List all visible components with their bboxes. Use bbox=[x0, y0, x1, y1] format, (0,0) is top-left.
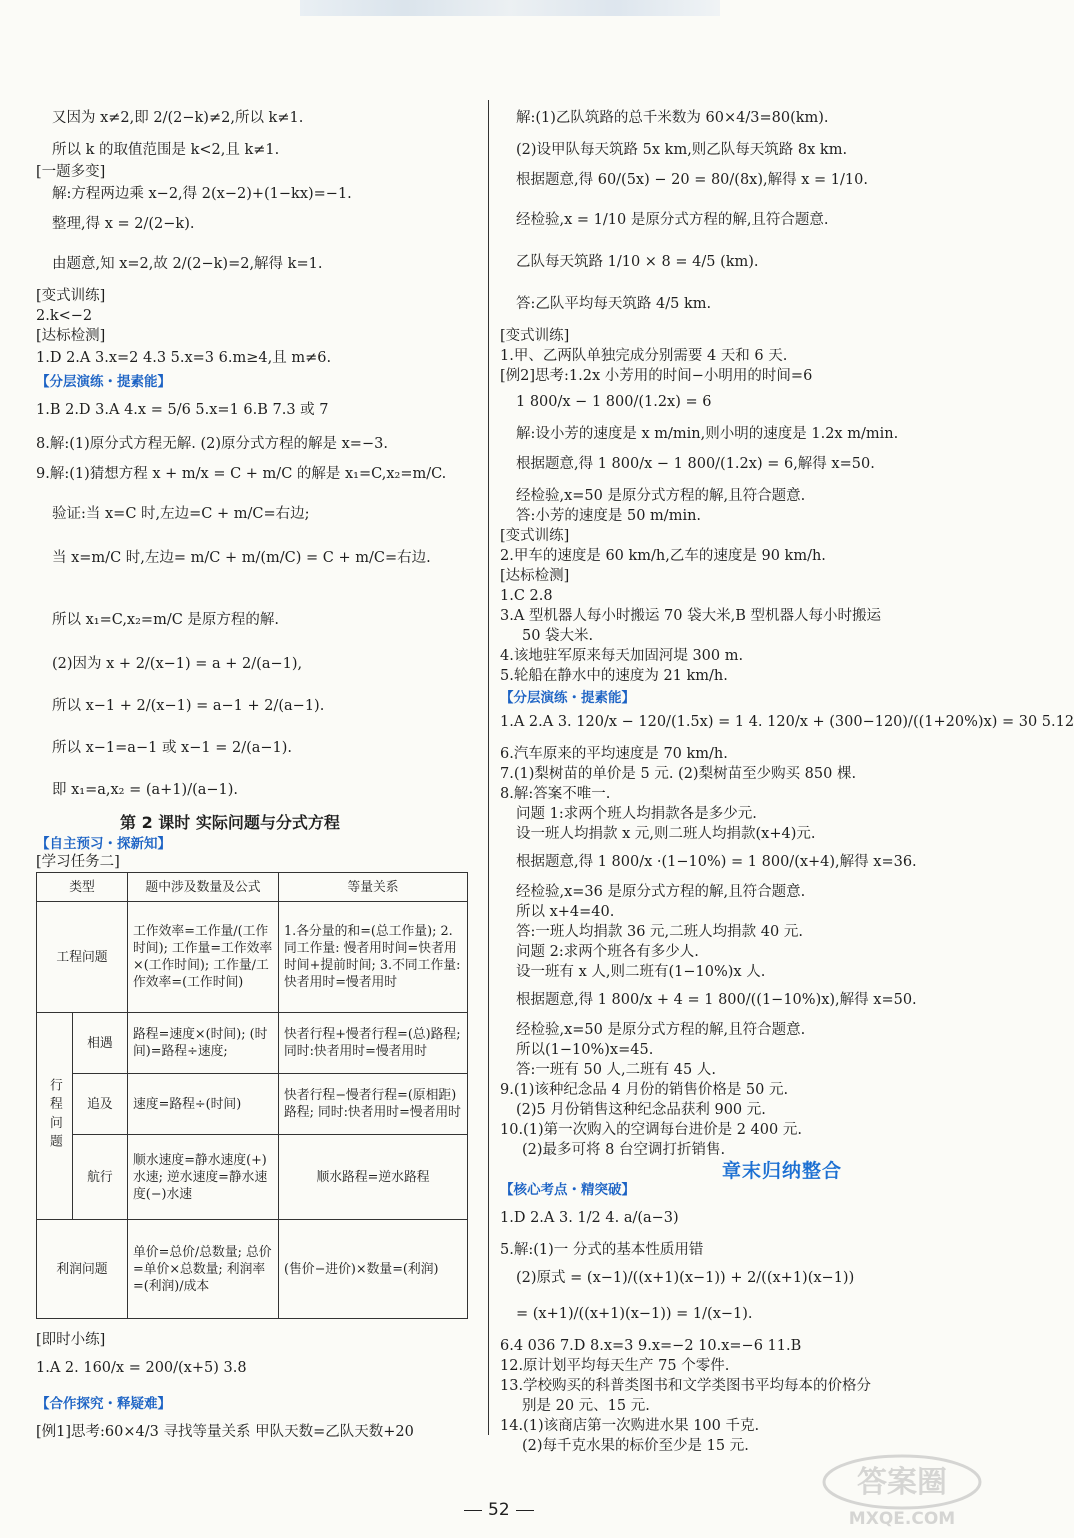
table-cell: 速度=路程÷(时间) bbox=[128, 1074, 279, 1135]
table-cell: 工程问题 bbox=[37, 902, 128, 1013]
text-line: 由题意,知 x=2,故 2/(2−k)=2,解得 k=1. bbox=[52, 256, 323, 272]
section-label: [达标检测] bbox=[36, 328, 106, 344]
text-line: (2)每千克水果的标价至少是 15 元. bbox=[522, 1438, 749, 1454]
text-line: 解:设小芳的速度是 x m/min,则小明的速度是 1.2x m/min. bbox=[516, 426, 899, 442]
text-line: 1.C 2.8 bbox=[500, 588, 553, 604]
text-line: 又因为 x≠2,即 2/(2−k)≠2,所以 k≠1. bbox=[52, 110, 304, 126]
lesson-title: 第 2 课时 实际问题与分式方程 bbox=[120, 813, 340, 832]
text-line: 乙队每天筑路 1/10 × 8 = 4/5 (km). bbox=[516, 254, 759, 270]
section-label: [达标检测] bbox=[500, 568, 570, 584]
table-row bbox=[37, 1220, 468, 1319]
text-line: 别是 20 元、15 元. bbox=[522, 1398, 650, 1414]
table-header: 等量关系 bbox=[279, 873, 468, 902]
text-line: 根据题意,得 1 800/x − 1 800/(1.2x) = 6,解得 x=50. bbox=[516, 456, 875, 472]
text-line: = (x+1)/((x+1)(x−1)) = 1/(x−1). bbox=[516, 1306, 753, 1322]
text-line: 10.(1)第一次购入的空调每台进价是 2 400 元. bbox=[500, 1122, 802, 1138]
table-cell: 航行 bbox=[72, 1135, 127, 1220]
table-cell: 相遇 bbox=[72, 1013, 127, 1074]
text-line: 1.甲、乙两队单独完成分别需要 4 天和 6 天. bbox=[500, 348, 788, 364]
text-line: 2.甲车的速度是 60 km/h,乙车的速度是 90 km/h. bbox=[500, 548, 826, 564]
text-line: 答:小芳的速度是 50 m/min. bbox=[516, 508, 702, 524]
section-label: [变式训练] bbox=[36, 288, 106, 304]
table-row bbox=[37, 1074, 468, 1135]
text-line: 所以(1−10%)x=45. bbox=[516, 1042, 654, 1058]
text-line: 2.k<−2 bbox=[36, 308, 93, 324]
table-cell: 追及 bbox=[72, 1074, 127, 1135]
section-heading: 【核心考点・精突破】 bbox=[500, 1182, 635, 1198]
section-heading: 【自主预习・探新知】 bbox=[36, 836, 171, 852]
text-line: 9.(1)该种纪念品 4 月份的销售价格是 50 元. bbox=[500, 1082, 789, 1098]
section-heading: 【合作探究・释疑难】 bbox=[36, 1396, 171, 1412]
text-line: 经检验,x=50 是原分式方程的解,且符合题意. bbox=[516, 1022, 806, 1038]
text-line: 1.B 2.D 3.A 4.x = 5/6 5.x=1 6.B 7.3 或 7 bbox=[36, 402, 329, 418]
section-label: [一题多变] bbox=[36, 164, 106, 180]
table-cell: 顺水速度=静水速度(+)水速; 逆水速度=静水速度(−)水速 bbox=[128, 1135, 279, 1220]
watermark-logo bbox=[820, 1448, 985, 1528]
section-label: [学习任务二] bbox=[36, 854, 120, 870]
text-line: 解:(1)乙队筑路的总千米数为 60×4/3=80(km). bbox=[516, 110, 829, 126]
text-line: 4.该地驻军原来每天加固河堤 300 m. bbox=[500, 648, 744, 664]
table-cell: 行程问题 bbox=[37, 1013, 73, 1220]
table-row bbox=[37, 1013, 468, 1074]
text-line: 3.A 型机器人每小时搬运 70 袋大米,B 型机器人每小时搬运 bbox=[500, 608, 881, 624]
text-line: 50 袋大米. bbox=[522, 628, 594, 644]
text-line: (2)原式 = (x−1)/((x+1)(x−1)) + 2/((x+1)(x−1)) bbox=[516, 1270, 855, 1286]
text-line: 问题 1:求两个班人均捐款各是多少元. bbox=[516, 806, 757, 822]
table-header: 类型 bbox=[37, 873, 128, 902]
text-line: [例2]思考:1.2x 小芳用的时间−小明用的时间=6 bbox=[500, 368, 813, 384]
text-line: 6.4 036 7.D 8.x=3 9.x=−2 10.x=−6 11.B bbox=[500, 1338, 802, 1354]
text-line: 即 x₁=a,x₂ = (a+1)/(a−1). bbox=[52, 782, 239, 798]
text-line: 所以 k 的取值范围是 k<2,且 k≠1. bbox=[52, 142, 280, 158]
text-line: (2)因为 x + 2/(x−1) = a + 2/(a−1), bbox=[52, 656, 303, 672]
text-line: 6.汽车原来的平均速度是 70 km/h. bbox=[500, 746, 728, 762]
page-number-value: 52 bbox=[488, 1500, 510, 1520]
table-cell: 路程=速度×(时间); (时间)=路程÷速度; bbox=[128, 1013, 279, 1074]
scan-top-strip bbox=[300, 0, 720, 16]
text-line: 当 x=m/C 时,左边= m/C + m/(m/C) = C + m/C=右边. bbox=[52, 550, 431, 566]
column-divider bbox=[488, 100, 489, 1435]
table-cell: 单价=总价/总数量; 总价=单价×总数量; 利润率=(利润)/成本 bbox=[128, 1220, 279, 1319]
table-row bbox=[37, 902, 468, 1013]
text-line: 5.轮船在静水中的速度为 21 km/h. bbox=[500, 668, 728, 684]
table-cell: 工作效率=工作量/(工作时间); 工作量=工作效率×(工作时间); 工作量/工作效率=(工作时间) bbox=[128, 902, 279, 1013]
table-cell: (售价−进价)×数量=(利润) bbox=[279, 1220, 468, 1319]
text-line: 经检验,x=50 是原分式方程的解,且符合题意. bbox=[516, 488, 806, 504]
text-line: 设一班人均捐款 x 元,则二班人均捐款(x+4)元. bbox=[516, 826, 816, 842]
text-line: 5.解:(1)一 分式的基本性质用错 bbox=[500, 1242, 704, 1258]
text-line: (2)5 月份销售这种纪念品获利 900 元. bbox=[516, 1102, 766, 1118]
page-number bbox=[458, 1500, 540, 1520]
section-heading: 【分层演练・提素能】 bbox=[36, 374, 171, 390]
text-line: 所以 x+4=40. bbox=[516, 904, 615, 920]
text-line: 所以 x₁=C,x₂=m/C 是原方程的解. bbox=[52, 612, 280, 628]
section-label: [即时小练] bbox=[36, 1332, 106, 1348]
text-line: (2)最多可将 8 台空调打折销售. bbox=[522, 1142, 726, 1158]
text-line: 经检验,x = 1/10 是原分式方程的解,且符合题意. bbox=[516, 212, 829, 228]
text-line: 解:方程两边乘 x−2,得 2(x−2)+(1−kx)=−1. bbox=[52, 186, 352, 202]
text-line: 答:一班有 50 人,二班有 45 人. bbox=[516, 1062, 716, 1078]
text-line: 9.解:(1)猜想方程 x + m/x = C + m/C 的解是 x₁=C,x₂=m/C. bbox=[36, 466, 447, 482]
text-line: 1 800/x − 1 800/(1.2x) = 6 bbox=[516, 394, 712, 410]
text-line: 根据题意,得 1 800/x + 4 = 1 800/((1−10%)x),解得 x=50. bbox=[516, 992, 917, 1008]
text-line: [例1]思考:60×4/3 寻找等量关系 甲队天数=乙队天数+20 bbox=[36, 1424, 414, 1440]
text-line: 14.(1)该商店第一次购进水果 100 千克. bbox=[500, 1418, 760, 1434]
table-header: 题中涉及数量及公式 bbox=[128, 873, 279, 902]
text-line: 所以 x−1 + 2/(x−1) = a−1 + 2/(a−1). bbox=[52, 698, 325, 714]
text-line: (2)设甲队每天筑路 5x km,则乙队每天筑路 8x km. bbox=[516, 142, 848, 158]
text-line: 7.(1)梨树苗的单价是 5 元. (2)梨树苗至少购买 850 棵. bbox=[500, 766, 857, 782]
text-line: 验证:当 x=C 时,左边=C + m/C=右边; bbox=[52, 506, 310, 522]
table-cell: 顺水路程=逆水路程 bbox=[279, 1135, 468, 1220]
text-line: 所以 x−1=a−1 或 x−1 = 2/(a−1). bbox=[52, 740, 293, 756]
text-line: 设一班有 x 人,则二班有(1−10%)x 人. bbox=[516, 964, 766, 980]
table-cell: 利润问题 bbox=[37, 1220, 128, 1319]
section-heading: 【分层演练・提素能】 bbox=[500, 690, 635, 706]
text-line: 整理,得 x = 2/(2−k). bbox=[52, 216, 195, 232]
text-line: 根据题意,得 60/(5x) − 20 = 80/(8x),解得 x = 1/10. bbox=[516, 172, 868, 188]
text-line: 经检验,x=36 是原分式方程的解,且符合题意. bbox=[516, 884, 806, 900]
text-line: 1.D 2.A 3.x=2 4.3 5.x=3 6.m≥4,且 m≠6. bbox=[36, 350, 332, 366]
text-line: 问题 2:求两个班各有多少人. bbox=[516, 944, 699, 960]
text-line: 12.原计划平均每天生产 75 个零件. bbox=[500, 1358, 730, 1374]
table-cell: 快者行程−慢者行程=(原相距)路程; 同时:快者用时=慢者用时 bbox=[279, 1074, 468, 1135]
text-line: 8.解:(1)原分式方程无解. (2)原分式方程的解是 x=−3. bbox=[36, 436, 388, 452]
watermark-url: MXQE.COM bbox=[848, 1509, 956, 1529]
section-label: [变式训练] bbox=[500, 328, 570, 344]
table-cell: 1.各分量的和=(总工作量); 2.同工作量: 慢者用时间=快者用时间+提前时间; 3.不同工作量: 快者用时=慢者用时 bbox=[279, 902, 468, 1013]
text-line: 1.D 2.A 3. 1/2 4. a/(a−3) bbox=[500, 1210, 679, 1226]
text-line: 根据题意,得 1 800/x ·(1−10%) = 1 800/(x+4),解得 x=36. bbox=[516, 854, 917, 870]
text-line: 答:乙队平均每天筑路 4/5 km. bbox=[516, 296, 712, 312]
section-label: [变式训练] bbox=[500, 528, 570, 544]
summary-table bbox=[36, 872, 468, 1319]
text-line: 8.解:答案不唯一. bbox=[500, 786, 611, 802]
text-line: 1.A 2. 160/x = 200/(x+5) 3.8 bbox=[36, 1360, 247, 1376]
chapter-summary-title: 章末归纳整合 bbox=[722, 1160, 843, 1182]
text-line: 13.学校购买的科普类图书和文学类图书平均每本的价格分 bbox=[500, 1378, 872, 1394]
table-cell: 快者行程+慢者行程=(总)路程; 同时:快者用时=慢者用时 bbox=[279, 1013, 468, 1074]
table-row bbox=[37, 1135, 468, 1220]
text-line: 1.A 2.A 3. 120/x − 120/(1.5x) = 1 4. 120/x + (300−120)/((1+20%)x) = 30 5.12 bbox=[500, 714, 1074, 730]
watermark-text: 答案圈 bbox=[857, 1465, 947, 1500]
text-line: 答:一班人均捐款 36 元,二班人均捐款 40 元. bbox=[516, 924, 803, 940]
